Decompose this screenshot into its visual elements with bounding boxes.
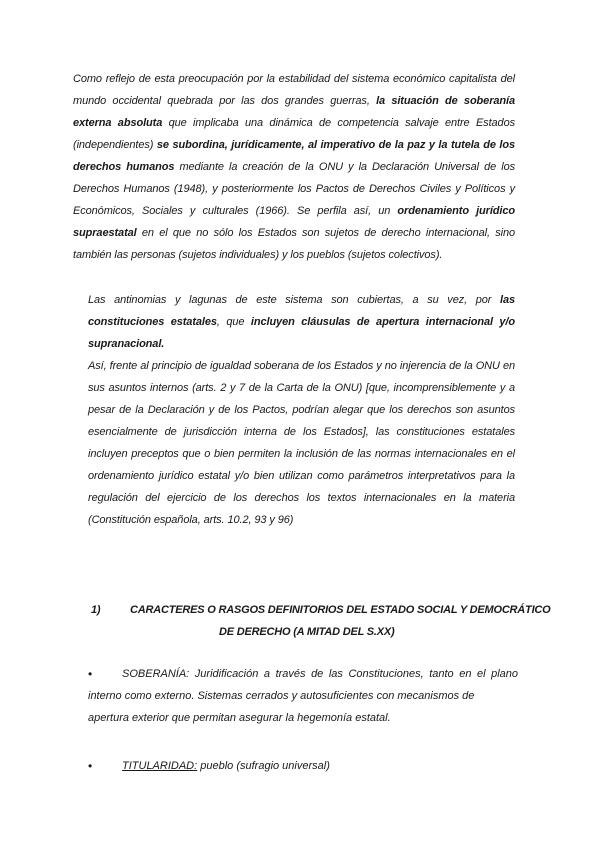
paragraph-soberania-externa	[73, 68, 515, 266]
p1-bold-3: ordenamiento jurídico supraestatal	[73, 205, 515, 239]
p2-bold-1: las constituciones estatales	[88, 294, 515, 328]
section-title-line1: CARACTERES O RASGOS DEFINITORIOS DEL ESTADO SOCIAL Y DEMOCRÁTICO	[130, 604, 551, 616]
paragraph-igualdad-soberana	[88, 355, 515, 531]
section-number: 1)	[91, 604, 101, 616]
p2-bold-2: incluyen cláusulas de apertura internacional y/o supranacional.	[88, 316, 515, 350]
p3-text: Así, frente al principio de igualdad soberana de los Estados y no injerencia de la ONU en sus asuntos internos (arts. 2 y 7 de la Carta de la ONU) [que, incomprensiblemente y a pesar de la Declaración y de los Pactos, podrían alegar que los derechos son asuntos esencialmente de jurisdicción interna de los Estados], las constituciones estatales incluyen preceptos que o bien permiten la inclusión de las normas internacionales en el ordenamiento jurídico estatal y/o bien utilizan como parámetros interpretativos para la regulación del ejercicio de los derechos los textos internacionales en la materia (Constitución española, arts. 10.2, 93 y 96)	[88, 360, 515, 526]
list-item-label: TITULARIDAD:	[122, 760, 198, 772]
p1-text-2: que implicaba una dinámica de competencia salvaje entre Estados (independientes)	[73, 117, 515, 151]
list-item-text	[122, 755, 330, 777]
p2-text-1: Las antinomias y lagunas de este sistema son cubiertas, a su vez, por	[88, 294, 500, 306]
p1-text-1: Como reflejo de esta preocupación por la estabilidad del sistema económico capitalista del mundo occidental quebrada por las dos grandes guerras,	[73, 73, 515, 107]
section-title-line2: DE DERECHO (A MITAD DEL S.XX)	[219, 626, 395, 638]
list-item-first-line: SOBERANÍA: Juridificación a través de las Constituciones, tanto en el plano	[122, 668, 518, 680]
list-item-value: pueblo (sufragio universal)	[197, 760, 330, 772]
p2-text-2: , que	[216, 316, 251, 328]
bullet-marker: •	[88, 759, 93, 773]
bullet-marker: •	[88, 667, 93, 681]
p1-text-4: en el que no sólo los Estados son sujetos de derecho internacional, sino también las personas (sujetos individuales) y los pueblos (sujetos colectivos).	[73, 227, 515, 261]
p1-bold-2: se subordina, jurídicamente, al imperativo de la paz y la tutela de los derechos humanos	[73, 139, 515, 173]
paragraph-antinomias	[88, 289, 515, 355]
p1-text-3: mediante la creación de la ONU y la Declaración Universal de los Derechos Humanos (1948), y posteriormente los Pactos de Derechos Civiles y Políticos y Económicos, Sociales y culturales (1966). Se perfila así, un	[73, 161, 515, 217]
p1-bold-1: la situación de soberanía externa absoluta	[73, 95, 515, 129]
list-item-continuation: interno como externo. Sistemas cerrados y autosuficientes con mecanismos de apertura exterior que permitan asegurar la hegemonía estatal.	[88, 690, 475, 724]
